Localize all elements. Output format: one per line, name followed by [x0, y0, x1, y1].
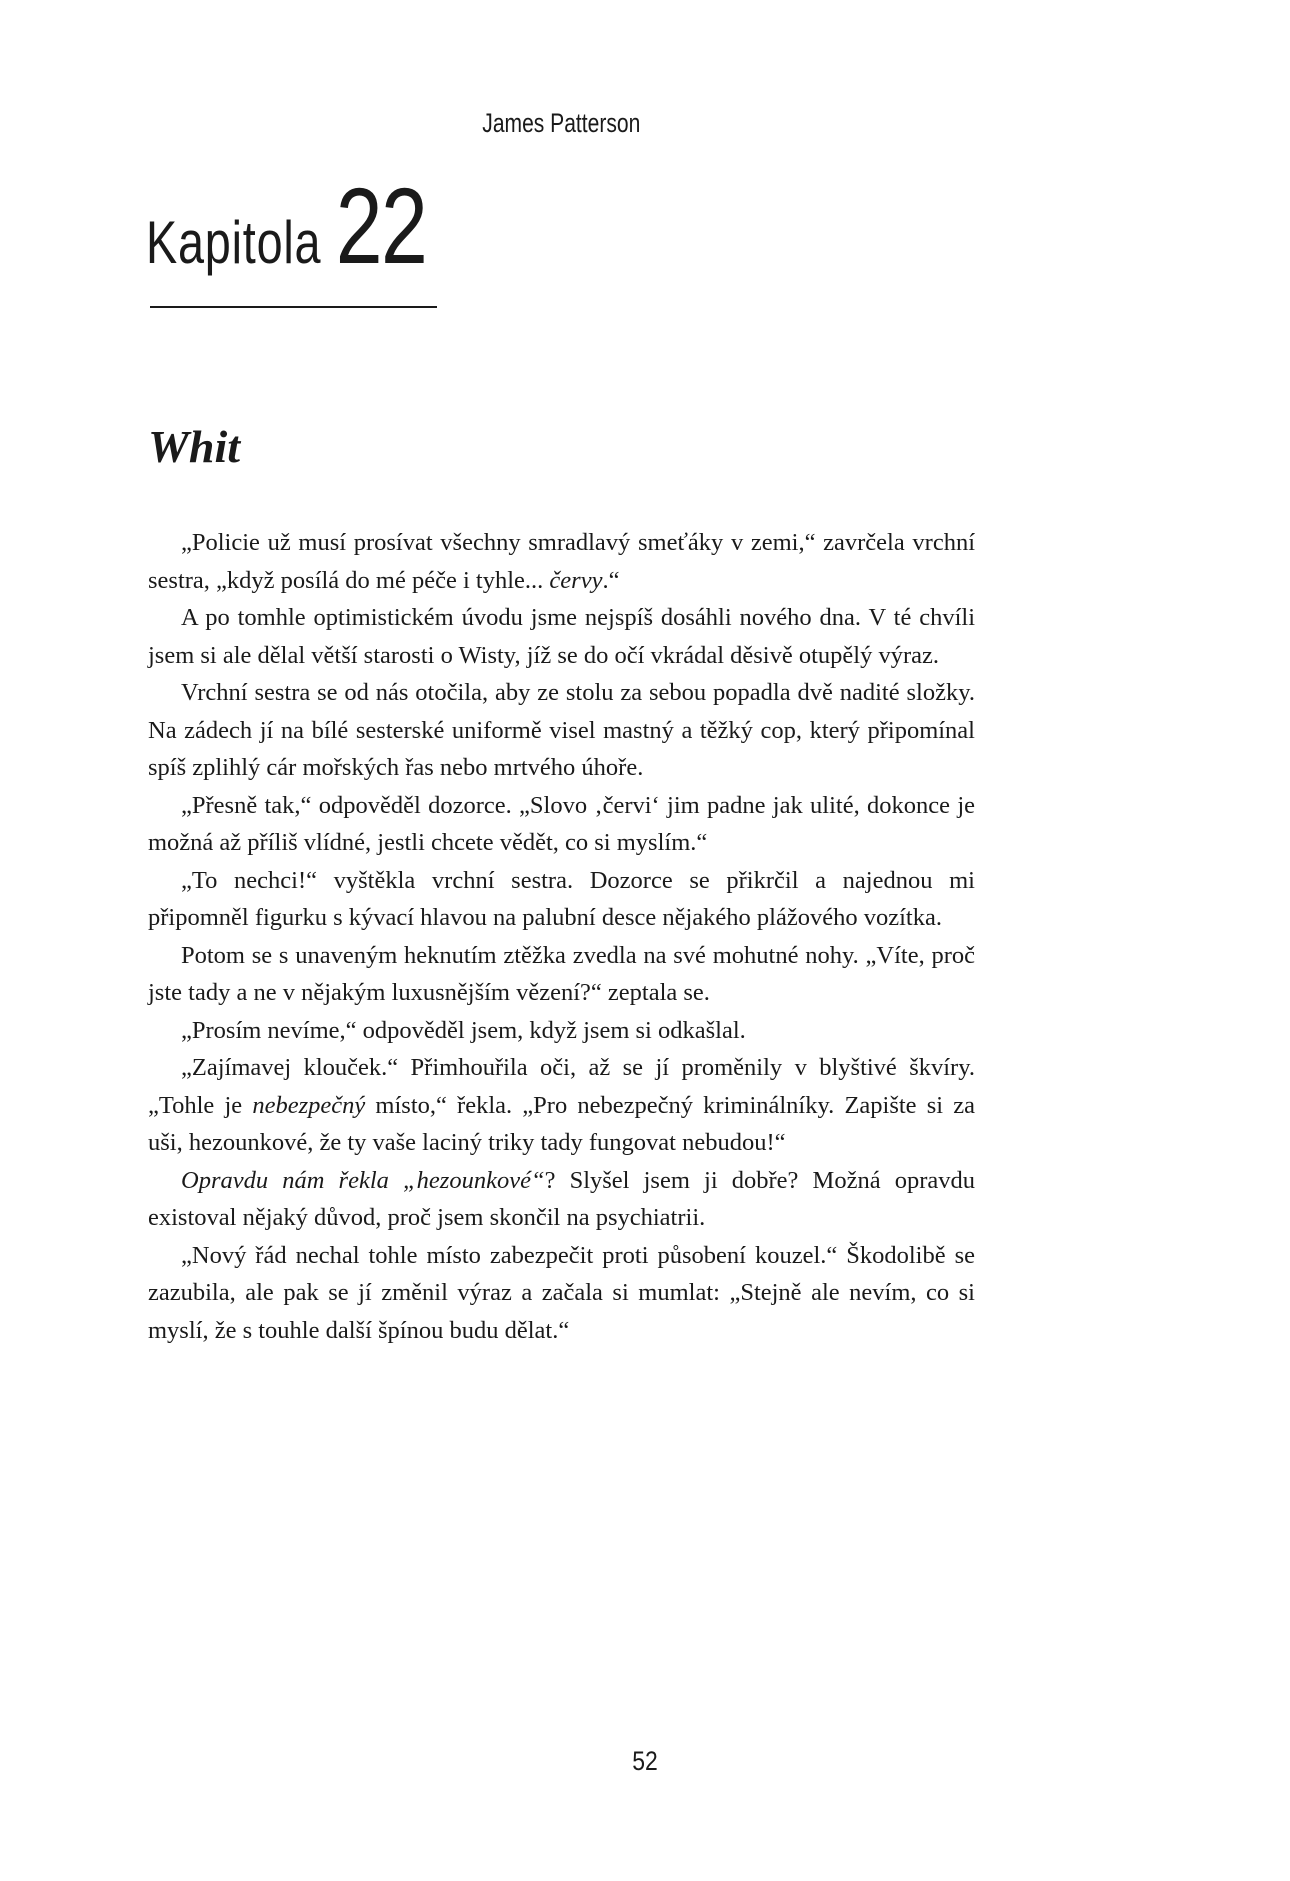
- text-run: „Přesně tak,“ odpověděl dozorce. „Slovo ‚červi‘ jim padne jak ulité, dokonce je možná až příliš vlídné, jestli chcete vědět, co si myslím.“: [148, 791, 975, 856]
- chapter-label: Kapitola: [146, 209, 322, 276]
- text-run: ? Slyšel jsem ji dobře? Možná opravdu existoval nějaký důvod, proč jsem skončil na psychiatrii.: [148, 1166, 976, 1231]
- text-run: červy: [549, 566, 603, 594]
- chapter-number: 22: [335, 165, 427, 286]
- text-run: Potom se s unaveným heknutím ztěžka zvedla na své mohutné nohy. „Víte, proč jste tady a ne v nějakým luxusnějším vězení?“ zeptala se.: [148, 941, 975, 1006]
- text-run: „Zajímavej klouček.“ Přimhouřila oči, až se jí proměnily v blyštivé škvíry. „Tohle je: [148, 1054, 975, 1119]
- paragraph: [148, 787, 975, 862]
- paragraph: [148, 674, 975, 787]
- paragraph: [148, 524, 975, 599]
- paragraph: [148, 599, 975, 674]
- section-heading-narrator: Whit: [148, 421, 241, 472]
- page-number: 52: [632, 1746, 658, 1776]
- running-header-author: James Patterson: [482, 108, 641, 138]
- chapter-heading-text: [146, 165, 427, 286]
- text-run: nebezpečný: [252, 1091, 366, 1119]
- text-run: Opravdu nám řekla „hezounkové“: [181, 1166, 545, 1194]
- text-run: „Prosím nevíme,“ odpověděl jsem, když jsem si odkašlal.: [181, 1016, 746, 1044]
- text-run: místo,“ řekla. „Pro nebezpečný kriminálníky. Zapište si za uši, hezounkové, že ty vaše laciný triky tady fungovat nebudou!“: [148, 1091, 975, 1156]
- body-paragraphs: [148, 524, 975, 1349]
- text-run: A po tomhle optimistickém úvodu jsme nejspíš dosáhli nového dna. V té chvíli jsem si ale dělal větší starosti o Wisty, jíž se do očí vkrádal děsivě otupělý výraz.: [148, 604, 975, 669]
- paragraph: [148, 1162, 975, 1237]
- text-run: „To nechci!“ vyštěkla vrchní sestra. Dozorce se přikrčil a najednou mi připomněl figurku s kývací hlavou na palubní desce nějakého plážového vozítka.: [148, 866, 975, 931]
- paragraph: [148, 937, 975, 1012]
- text-run: .“: [602, 566, 620, 594]
- chapter-rule: [150, 306, 437, 308]
- paragraph: [148, 862, 975, 937]
- paragraph: [148, 1012, 975, 1050]
- paragraph: [148, 1049, 975, 1162]
- text-run: Vrchní sestra se od nás otočila, aby ze stolu za sebou popadla dvě nadité složky. Na zádech jí na bílé sesterské uniformě visel mastný a těžký cop, který připomínal spíš zplihlý cár mořských řas nebo mrtvého úhoře.: [148, 679, 975, 781]
- page-number-wrap: [0, 1746, 1290, 1777]
- chapter-heading: [146, 165, 505, 286]
- paragraph: [148, 1237, 975, 1350]
- running-header: [148, 108, 975, 139]
- text-run: „Nový řád nechal tohle místo zabezpečit proti působení kouzel.“ Škodolibě se zazubila, ale pak se jí změnil výraz a začala si mumlat: „Stejně ale nevím, co si myslí, že s touhle další špínou budu dělat.“: [148, 1241, 975, 1344]
- text-run: „Policie už musí prosívat všechny smradlavý smeťáky v zemi,“ zavrčela vrchní sestra, „když posílá do mé péče i tyhle...: [148, 529, 975, 594]
